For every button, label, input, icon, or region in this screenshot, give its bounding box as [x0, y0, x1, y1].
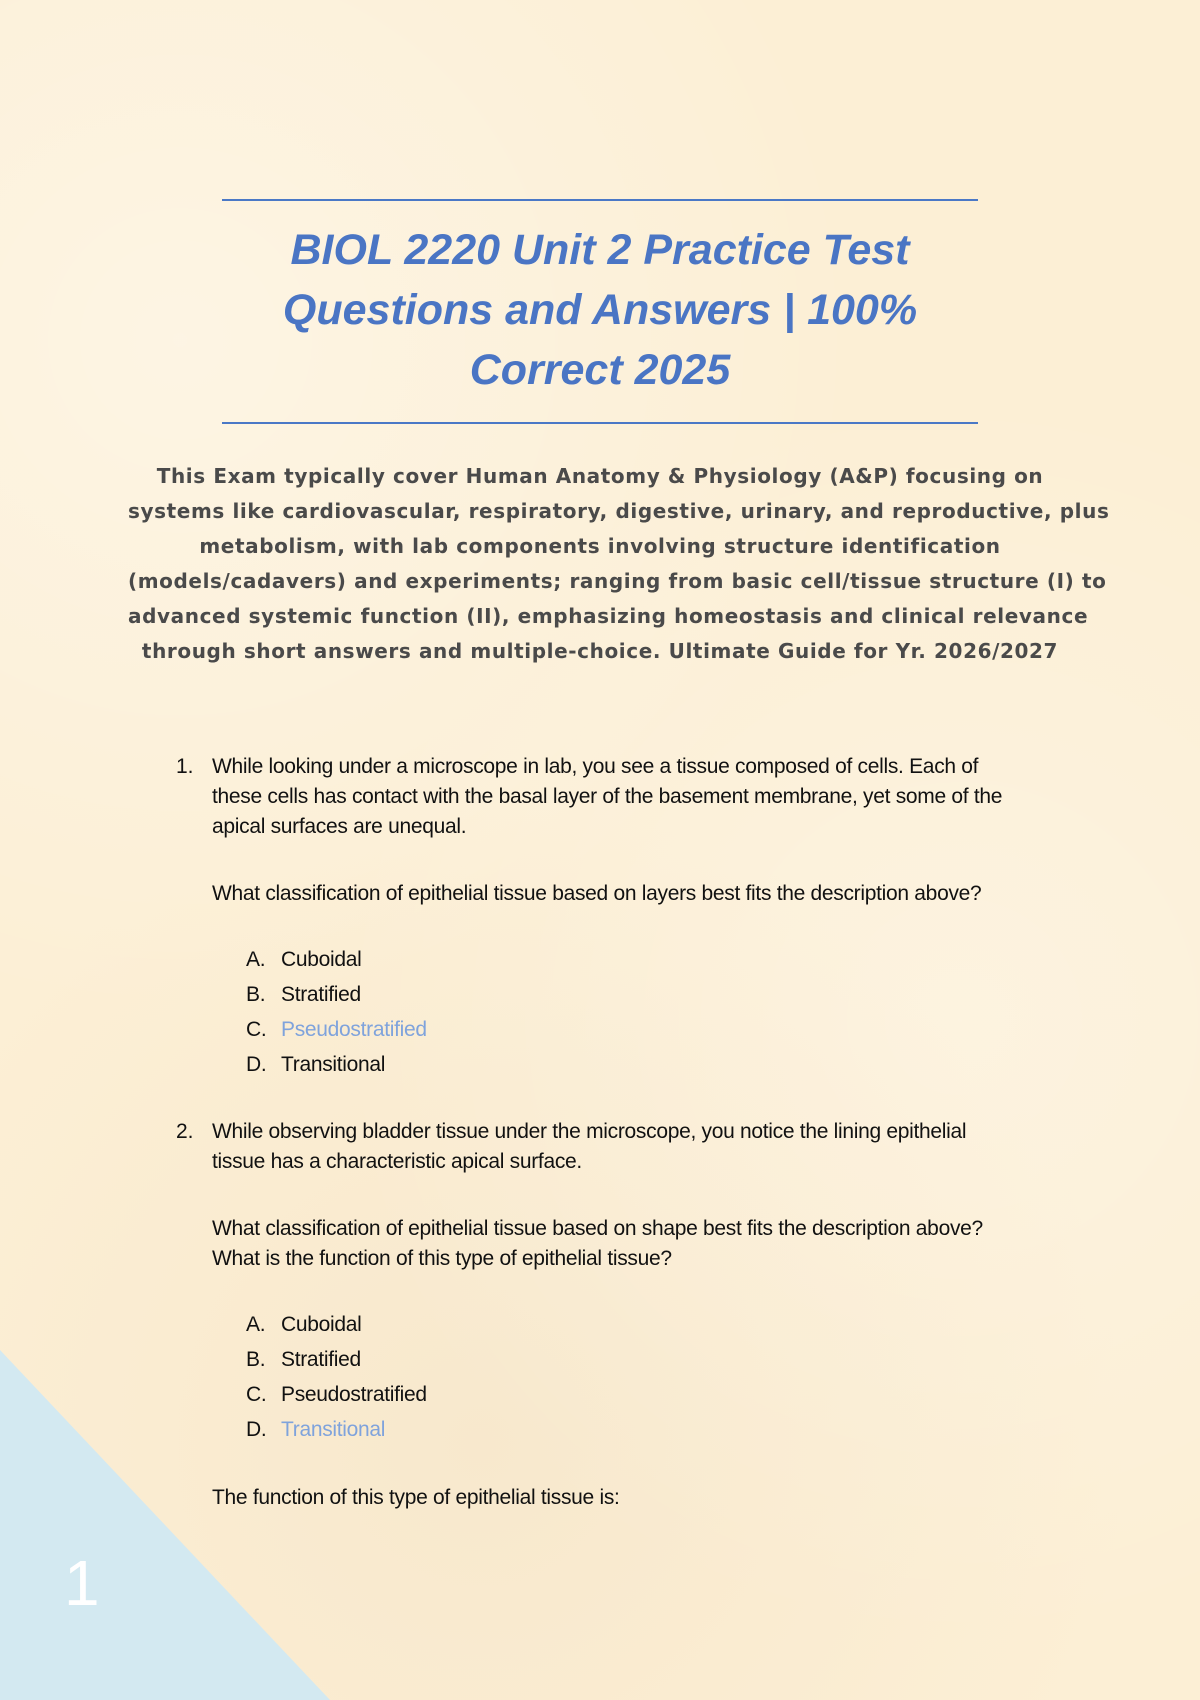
corner-triangle-decoration	[0, 1350, 330, 1700]
question-text	[212, 752, 1072, 842]
intro-line: This Exam typically cover Human Anatomy & Physiology (A&P) focusing on	[156, 464, 1044, 488]
question-text-line: While observing bladder tissue under the microscope, you notice the lining epithelial	[212, 1120, 967, 1143]
option-text: Cuboidal	[281, 948, 362, 971]
question-number: 1.	[176, 755, 194, 778]
option-letter: C.	[246, 1383, 267, 1406]
question-text-line: apical surfaces are unequal.	[212, 815, 467, 838]
corner-triangle-shape	[0, 1350, 330, 1700]
question-text-line: While looking under a microscope in lab, you see a tissue composed of cells. Each of	[212, 755, 979, 778]
title-line: Correct 2025	[469, 346, 731, 394]
question-prompt-line: What is the function of this type of epithelial tissue?	[212, 1247, 672, 1270]
answer-option-a[interactable]	[246, 942, 427, 977]
option-text: Stratified	[281, 1348, 361, 1371]
question-followup	[212, 1483, 1072, 1513]
intro-line: through short answers and multiple-choice. Ultimate Guide for Yr. 2026/2027	[141, 639, 1059, 663]
question-prompt-line: What classification of epithelial tissue based on layers best fits the description above?	[212, 882, 982, 905]
intro-paragraph	[128, 459, 1110, 669]
intro-line: (models/cadavers) and experiments; ranging from basic cell/tissue structure (I) to	[128, 569, 1107, 593]
title-line: BIOL 2220 Unit 2 Practice Test	[290, 226, 910, 274]
question-text-line: these cells has contact with the basal layer of the basement membrane, yet some of the	[212, 785, 1003, 808]
answer-option-a[interactable]	[246, 1307, 427, 1342]
question-text	[212, 1117, 1072, 1177]
document-title	[150, 220, 1050, 400]
answer-option-c[interactable]	[246, 1012, 427, 1047]
option-letter: D.	[246, 1053, 267, 1076]
option-letter: B.	[246, 1348, 266, 1371]
title-bottom-rule	[222, 422, 978, 424]
intro-line: metabolism, with lab components involving structure identification	[199, 534, 1001, 558]
title-top-rule	[222, 199, 978, 201]
intro-line: advanced systemic function (II), emphasizing homeostasis and clinical relevance	[128, 604, 1089, 628]
option-letter: D.	[246, 1418, 267, 1441]
question-prompt	[212, 1214, 1072, 1274]
question-number: 2.	[176, 1120, 194, 1143]
question-text-line: tissue has a characteristic apical surface.	[212, 1150, 582, 1173]
answer-option-d[interactable]	[246, 1047, 427, 1082]
intro-line: systems like cardiovascular, respiratory, digestive, urinary, and reproductive, plus	[128, 499, 1110, 523]
option-text: Transitional	[281, 1053, 386, 1076]
question-prompt-line: What classification of epithelial tissue based on shape best fits the description above?	[212, 1217, 983, 1240]
option-letter: A.	[246, 948, 266, 971]
option-text: Cuboidal	[281, 1313, 362, 1336]
answer-options	[246, 942, 427, 1082]
correct-answer-text: Transitional	[281, 1418, 386, 1441]
answer-option-b[interactable]	[246, 977, 427, 1012]
option-letter: B.	[246, 983, 266, 1006]
question-prompt	[212, 879, 1072, 909]
page-number: 1	[64, 1547, 100, 1619]
title-line: Questions and Answers | 100%	[282, 286, 918, 334]
correct-answer-text: Pseudostratified	[281, 1018, 427, 1041]
option-text: Pseudostratified	[281, 1383, 427, 1406]
option-letter: C.	[246, 1018, 267, 1041]
followup-line: The function of this type of epithelial tissue is:	[212, 1486, 620, 1509]
option-text: Stratified	[281, 983, 361, 1006]
option-letter: A.	[246, 1313, 266, 1336]
